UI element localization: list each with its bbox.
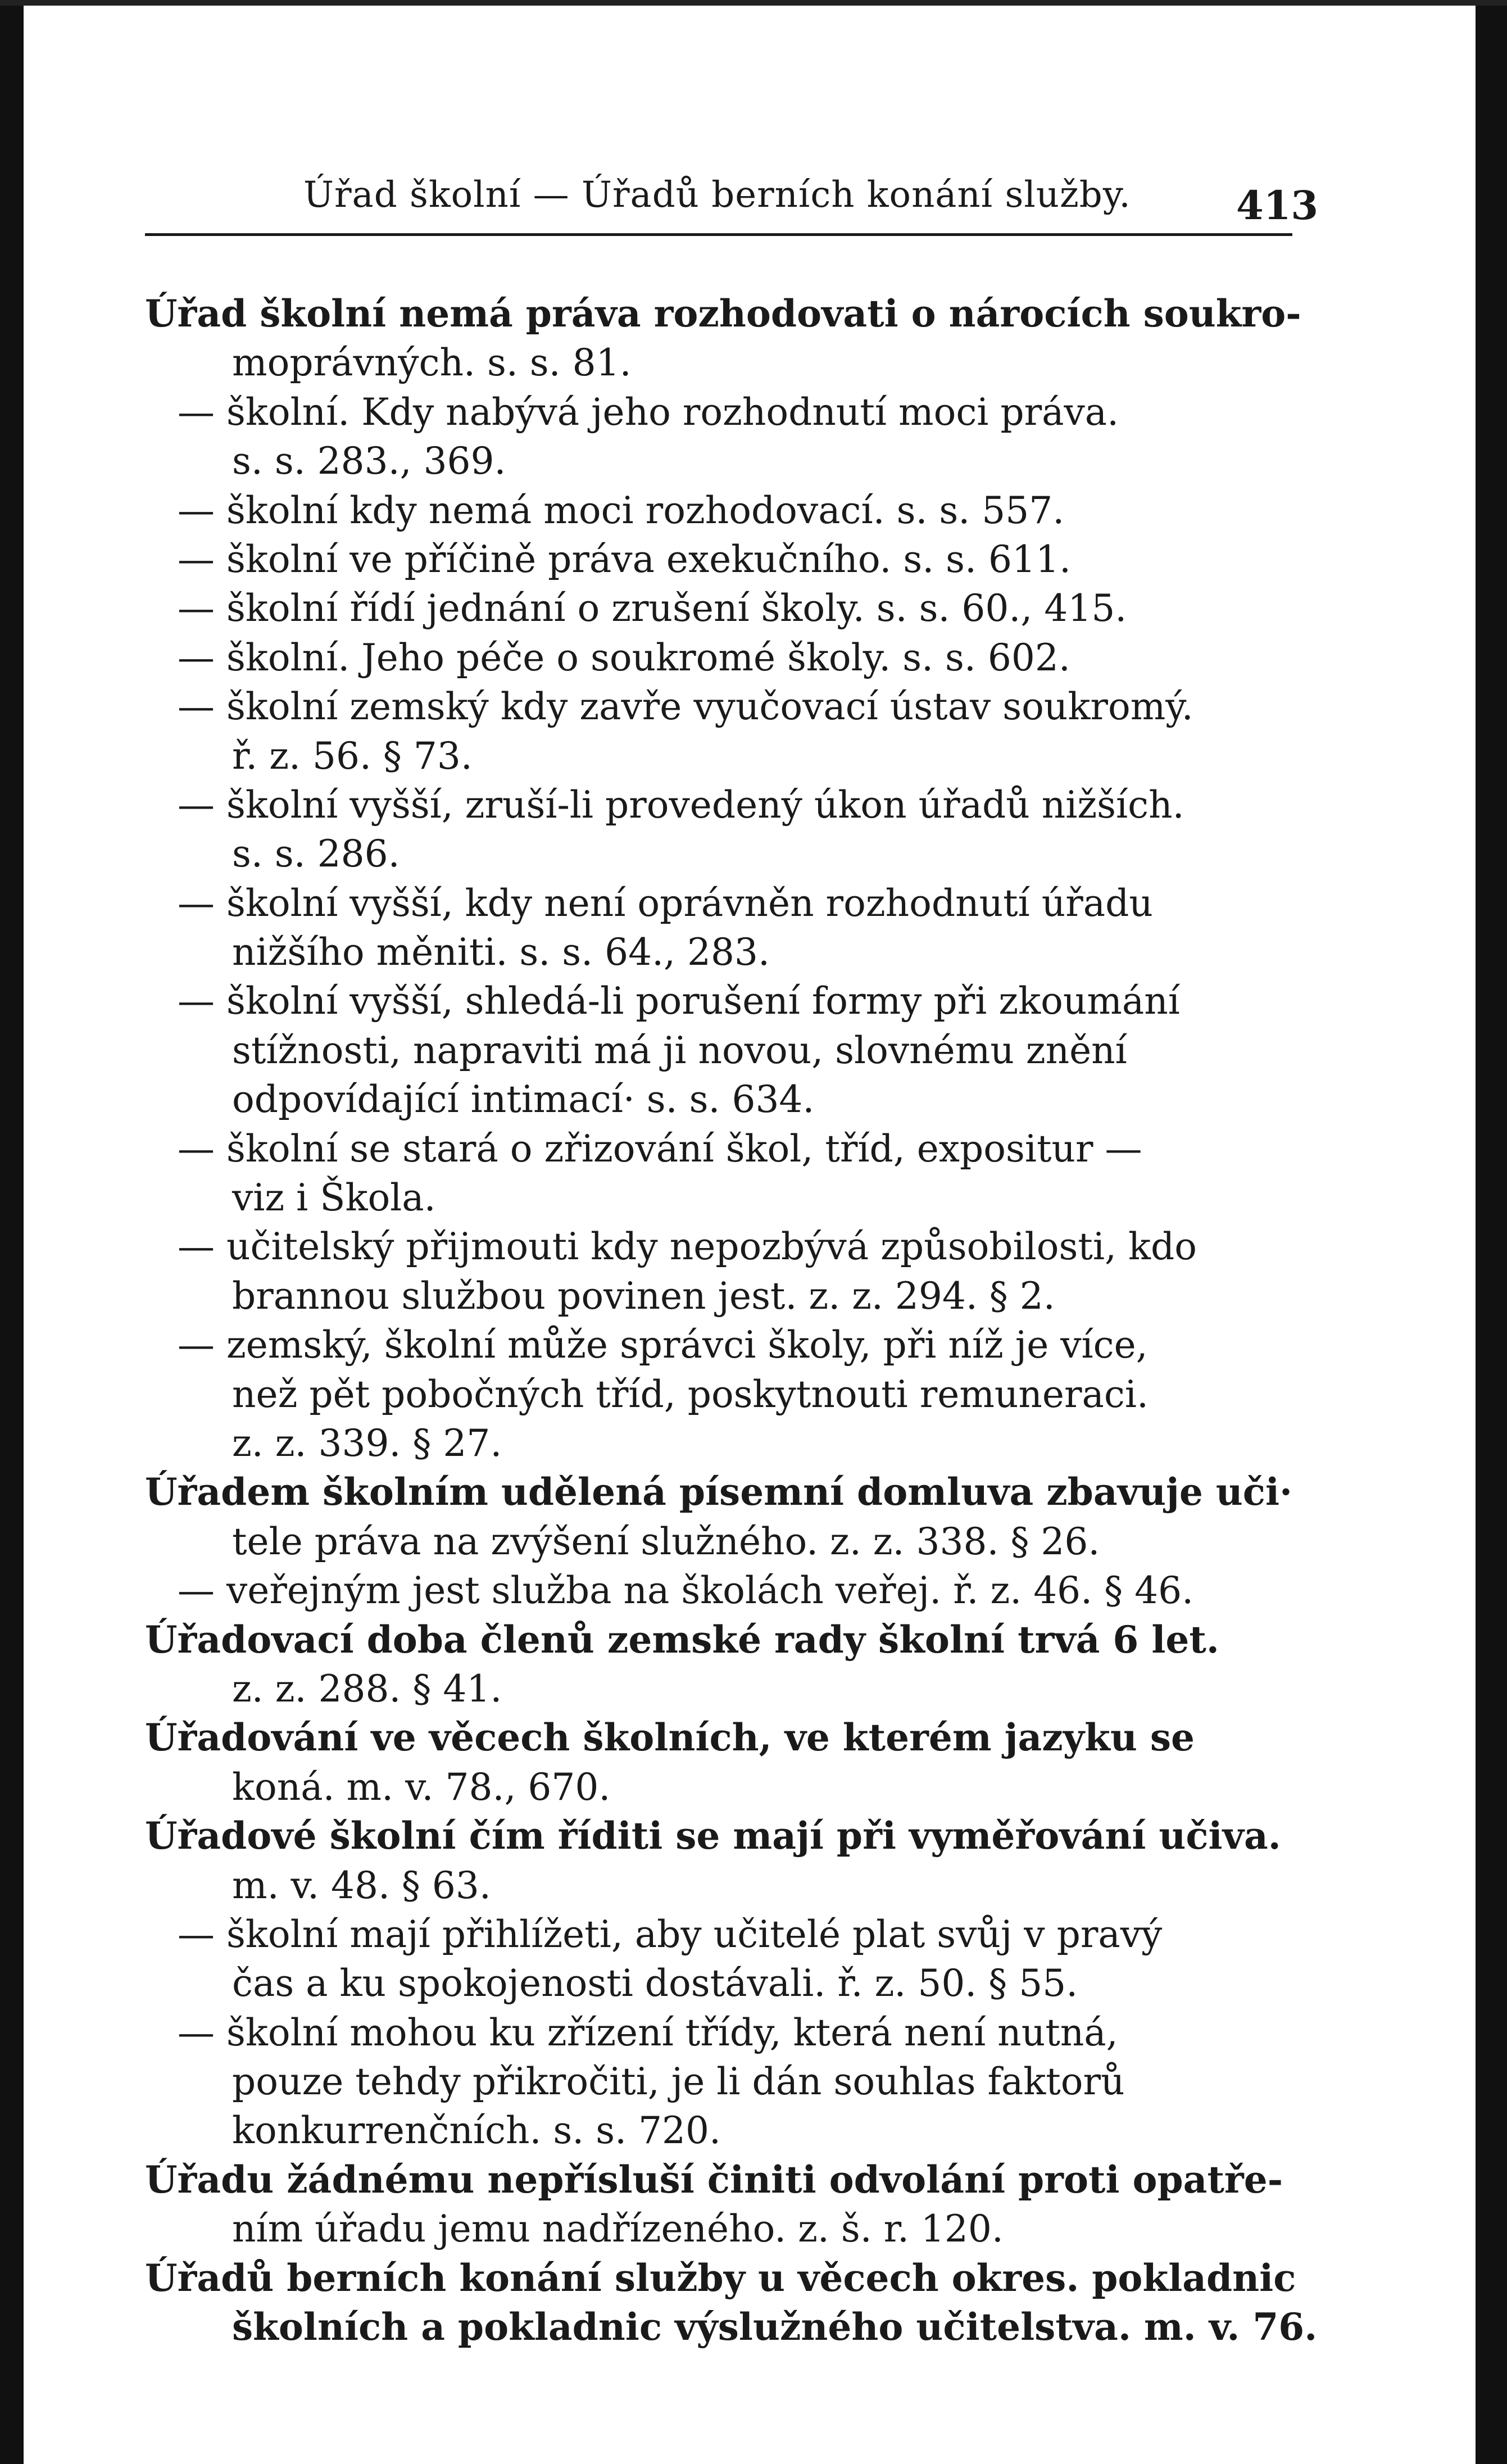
index-line: Úřadovací doba členů zemské rady školní trvá 6 let. xyxy=(145,1617,1219,1662)
index-line: m. v. 48. § 63. xyxy=(232,1863,491,1907)
index-line: čas a ku spokojenosti dostávali. ř. z. 50. § 55. xyxy=(232,1962,1078,2005)
index-line: z. z. 288. § 41. xyxy=(232,1667,502,1710)
scan-border-left xyxy=(0,0,24,2464)
index-line: — školní kdy nemá moci rozhodovací. s. s. 557. xyxy=(178,488,1065,532)
index-line: než pět pobočných tříd, poskytnouti remuneraci. xyxy=(232,1372,1149,1416)
index-line: stížnosti, napraviti má ji novou, slovnému znění xyxy=(232,1028,1127,1072)
index-line: — školní zemský kdy zavře vyučovací ústav soukromý. xyxy=(178,685,1193,729)
index-line: Úřadem školním udělená písemní domluva zbavuje uči· xyxy=(145,1470,1293,1514)
index-line: — školní ve příčině práva exekučního. s. s. 611. xyxy=(178,537,1071,581)
index-line: — veřejným jest služba na školách veřej. ř. z. 46. § 46. xyxy=(178,1569,1194,1613)
index-line: konkurrenčních. s. s. 720. xyxy=(232,2109,721,2153)
index-line: — školní vyšší, shledá-li porušení formy při zkoumání xyxy=(178,979,1180,1023)
running-header-title: Úřad školní — Úřadů berních konání služby. xyxy=(303,174,1131,216)
index-line: brannou službou povinen jest. z. z. 294. § 2. xyxy=(232,1274,1055,1318)
index-line: — školní. Kdy nabývá jeho rozhodnutí moci práva. xyxy=(178,390,1119,434)
index-line: tele práva na zvýšení služného. z. z. 338. § 26. xyxy=(232,1519,1100,1563)
index-line: ním úřadu jemu nadřízeného. z. š. r. 120. xyxy=(232,2207,1004,2251)
index-line: pouze tehdy přikročiti, je li dán souhlas faktorů xyxy=(232,2060,1125,2104)
index-line: ř. z. 56. § 73. xyxy=(232,734,473,778)
index-line: Úřadů berních konání služby u věcech okres. pokladnic xyxy=(145,2256,1296,2300)
index-line: Úřadu žádnému nepřísluší činiti odvolání proti opatře- xyxy=(145,2157,1283,2202)
index-line: Úřadování ve věcech školních, ve kterém jazyku se xyxy=(145,1716,1195,1760)
index-line: moprávných. s. s. 81. xyxy=(232,341,632,385)
header-rule xyxy=(145,233,1292,236)
index-line: — školní se stará o zřizování škol, tříd, expositur — xyxy=(178,1127,1142,1170)
index-entries xyxy=(145,289,1319,2352)
index-line: — zemský, školní může správci školy, při níž je více, xyxy=(178,1323,1148,1367)
index-line: školních a pokladnic výslužného učitelstva. m. v. 76. xyxy=(232,2305,1318,2349)
index-line: — školní mohou ku zřízení třídy, která není nutná, xyxy=(178,2011,1118,2054)
index-line: s. s. 283., 369. xyxy=(232,439,506,483)
scan-border-right xyxy=(1476,0,1507,2464)
index-line: nižšího měniti. s. s. 64., 283. xyxy=(232,931,770,974)
index-line: — školní. Jeho péče o soukromé školy. s. s. 602. xyxy=(178,636,1070,679)
index-line: odpovídající intimací· s. s. 634. xyxy=(232,1078,815,1122)
index-line: Úřad školní nemá práva rozhodovati o nárocích soukro- xyxy=(145,292,1301,335)
index-line: — školní vyšší, kdy není oprávněn rozhodnutí úřadu xyxy=(178,881,1153,925)
index-line: z. z. 339. § 27. xyxy=(232,1421,502,1465)
index-line: — učitelský přijmouti kdy nepozbývá způsobilosti, kdo xyxy=(178,1225,1197,1269)
index-line: Úřadové školní čím říditi se mají při vyměřování učiva. xyxy=(145,1814,1281,1858)
index-line: — školní řídí jednání o zrušení školy. s. s. 60., 415. xyxy=(178,587,1127,630)
index-line: koná. m. v. 78., 670. xyxy=(232,1765,611,1809)
page-number: 413 xyxy=(1236,182,1319,229)
index-line: s. s. 286. xyxy=(232,832,400,876)
running-header xyxy=(303,174,1319,229)
index-line: — školní mají přihlížeti, aby učitelé plat svůj v pravý xyxy=(178,1912,1163,1956)
index-line: viz i Škola. xyxy=(232,1176,436,1220)
scan-border-top xyxy=(0,0,1507,6)
index-line: — školní vyšší, zruší-li provedený úkon úřadů nižších. xyxy=(178,783,1184,827)
